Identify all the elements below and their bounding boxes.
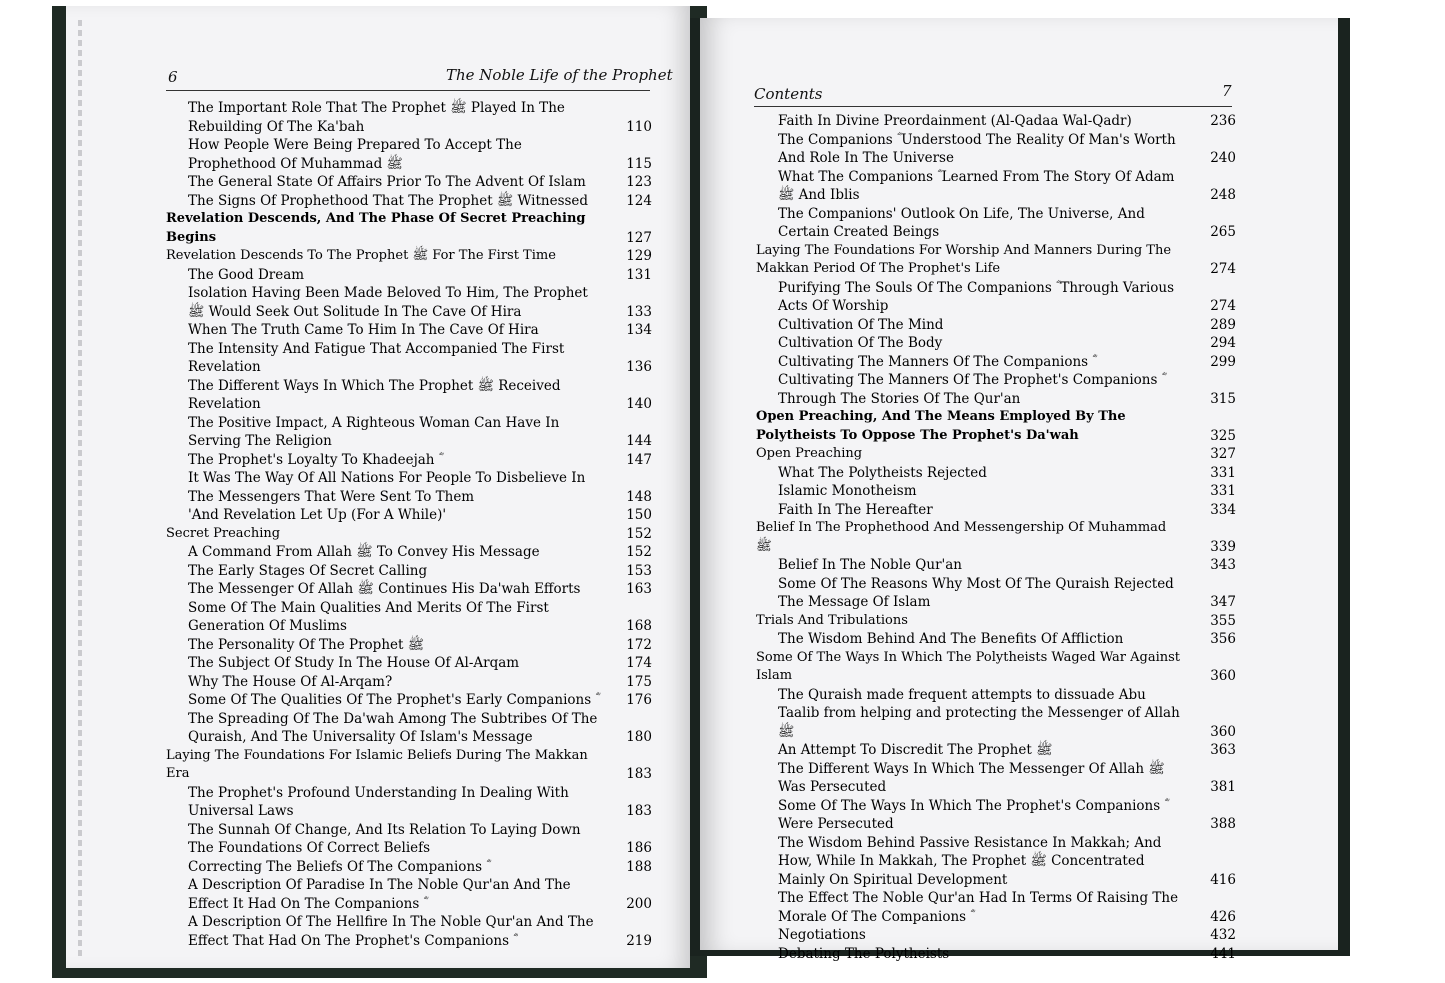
toc-entry-title: Debating The Polytheists (778, 945, 950, 962)
toc-entry-page: 134 (626, 322, 652, 338)
toc-entry-title: The Signs Of Prophethood That The Prophet ﷺ Witnessed (188, 192, 589, 209)
toc-entry-title: Correcting The Beliefs Of The Companions ؓ (188, 858, 487, 875)
toc-entry-page: 441 (1210, 945, 1236, 962)
toc-entry-page: 331 (1210, 483, 1236, 499)
toc-entry (778, 316, 1236, 335)
toc-entry (778, 371, 1236, 408)
toc-entry-page: 172 (626, 636, 652, 653)
toc-entry (188, 340, 652, 377)
toc-entry-page: 360 (1210, 668, 1236, 684)
toc-entry-title: A Description Of Paradise In The Noble Qur'an And The Effect It Had On The Companions ؓ (188, 877, 571, 912)
toc-entry (756, 519, 1236, 556)
toc-entry (778, 501, 1236, 520)
toc-entry (778, 686, 1236, 742)
toc-entry-page: 110 (626, 118, 652, 135)
left-page-number: 6 (168, 68, 178, 86)
toc-entry-page: 115 (626, 155, 652, 172)
toc-entry-page: 265 (1210, 224, 1236, 240)
toc-entry-title: What The Companions ؓ Learned From The Story Of Adam ﷺ And Iblis (778, 168, 1175, 203)
toc-entry-title: Laying The Foundations For Worship And Manners During The Makkan Period Of The Prophet's Life (756, 242, 1172, 276)
toc-entry-title: The Companions ؓ Understood The Reality Of Man's Worth And Role In The Universe (778, 131, 1176, 166)
toc-entry-page: 294 (1210, 335, 1236, 351)
toc-entry-title: Open Preaching (756, 446, 863, 461)
toc-entry (188, 506, 652, 525)
toc-entry-title: Trials And Tribulations (756, 612, 908, 628)
toc-entry-title: A Command From Allah ﷺ To Convey His Message (188, 544, 540, 560)
toc-entry-page: 186 (626, 840, 652, 856)
toc-entry-title: Cultivating The Manners Of The Prophet's Companions ؓ Through The Stories Of The Qur'an (778, 372, 1162, 407)
toc-entry-title: An Attempt To Discredit The Prophet ﷺ (778, 742, 1053, 758)
toc-entry-page: 150 (626, 507, 652, 523)
toc-entry-page: 274 (1210, 298, 1236, 314)
toc-entry (188, 414, 652, 451)
toc-entry-page: 416 (1210, 871, 1236, 888)
right-toc-list (756, 112, 1236, 963)
toc-entry-page: 355 (1210, 612, 1236, 629)
toc-entry-title: Purifying The Souls Of The Companions ؓ Through Various Acts Of Worship (778, 279, 1175, 314)
left-toc-list (166, 99, 652, 950)
toc-entry-page: 152 (626, 544, 652, 560)
toc-entry (188, 192, 652, 211)
toc-entry (778, 482, 1236, 501)
toc-entry (188, 636, 652, 655)
toc-entry-title: The Different Ways In Which The Messenger Of Allah ﷺ Was Persecuted (778, 760, 1165, 795)
toc-entry-title: Belief In The Noble Qur'an (778, 557, 962, 573)
left-header-rule (166, 90, 650, 91)
toc-entry-page: 188 (626, 858, 652, 875)
toc-entry (188, 876, 652, 913)
toc-entry-title: It Was The Way Of All Nations For People To Disbelieve In The Messengers That Were Sent To Them (188, 470, 586, 505)
toc-entry-page: 163 (626, 581, 652, 597)
toc-entry-page: 123 (626, 174, 652, 190)
toc-entry-title: The Wisdom Behind Passive Resistance In Makkah; And How, While In Makkah, The Prophet ﷺ Concentrated Mainly On Spiritual Development (778, 834, 1162, 888)
toc-entry-page: 180 (626, 729, 652, 745)
toc-entry-title: How People Were Being Prepared To Accept The Prophethood Of Muhammad ﷺ (188, 137, 522, 172)
toc-entry-page: 248 (1210, 187, 1236, 203)
toc-entry (188, 654, 652, 673)
toc-entry (188, 710, 652, 747)
toc-entry (166, 747, 652, 784)
toc-entry-title: The Different Ways In Which The Prophet ﷺ Received Revelation (188, 377, 561, 412)
toc-entry-title: Cultivating The Manners Of The Companions ؓ (778, 353, 1093, 370)
toc-entry-title: Faith In Divine Preordainment (Al-Qadaa Wal-Qadr) (778, 113, 1132, 129)
toc-entry-title: Cultivation Of The Body (778, 335, 943, 351)
toc-entry-page: 131 (626, 266, 652, 283)
toc-entry-title: The Effect The Noble Qur'an Had In Terms Of Raising The Morale Of The Companions ؓ (778, 890, 1179, 925)
toc-entry (188, 99, 652, 136)
toc-entry-title: Isolation Having Been Made Beloved To Him, The Prophet ﷺ Would Seek Out Solitude In The Cave Of Hira (188, 285, 588, 320)
toc-entry (778, 334, 1236, 353)
toc-entry (188, 673, 652, 692)
toc-entry (778, 945, 1236, 964)
toc-entry-page: 360 (1210, 723, 1236, 740)
right-page-number: 7 (1222, 82, 1232, 100)
toc-entry (778, 464, 1236, 483)
toc-entry-title: Some Of The Reasons Why Most Of The Quraish Rejected The Message Of Islam (778, 575, 1174, 610)
toc-entry-title: The Sunnah Of Change, And Its Relation To Laying Down The Foundations Of Correct Beliefs (188, 821, 581, 856)
toc-entry (778, 353, 1236, 372)
toc-entry-title: When The Truth Came To Him In The Cave Of Hira (188, 322, 539, 338)
toc-entry (188, 451, 652, 470)
left-running-title: The Noble Life of the Prophet (446, 66, 673, 84)
toc-entry (188, 266, 652, 285)
toc-entry-page: 168 (626, 618, 652, 634)
toc-entry-page: 315 (1210, 390, 1236, 407)
toc-entry-title: The General State Of Affairs Prior To The Advent Of Islam (188, 174, 586, 190)
toc-entry (166, 247, 652, 266)
toc-entry (778, 575, 1236, 612)
toc-entry-page: 183 (626, 803, 652, 819)
toc-entry (778, 797, 1236, 834)
toc-entry (188, 136, 652, 173)
toc-entry-title: The Intensity And Fatigue That Accompanied The First Revelation (188, 340, 565, 375)
toc-entry-title: The Spreading Of The Da'wah Among The Subtribes Of The Quraish, And The Universality Of Islam's Message (188, 710, 598, 745)
toc-entry-page: 148 (626, 488, 652, 505)
toc-entry-title: The Quraish made frequent attempts to dissuade Abu Taalib from helping and protecting the Messenger of Allah ﷺ (778, 686, 1180, 740)
toc-entry (756, 242, 1236, 279)
toc-entry (188, 469, 652, 506)
toc-entry (756, 445, 1236, 464)
toc-entry-page: 343 (1210, 557, 1236, 573)
toc-entry-page: 289 (1210, 316, 1236, 333)
toc-entry-title: Revelation Descends To The Prophet ﷺ For The First Time (166, 248, 556, 263)
toc-entry (778, 760, 1236, 797)
toc-entry-page: 331 (1210, 464, 1236, 481)
toc-entry-title: Secret Preaching (166, 525, 281, 541)
toc-entry (188, 691, 652, 710)
right-header-rule (754, 106, 1232, 107)
toc-entry-title: Negotiations (778, 927, 866, 943)
binding-stitch (78, 20, 82, 960)
toc-entry (778, 556, 1236, 575)
toc-entry-page: 136 (626, 359, 652, 375)
toc-entry (188, 173, 652, 192)
toc-entry (778, 279, 1236, 316)
toc-entry-title: Faith In The Hereafter (778, 501, 933, 518)
toc-entry (756, 408, 1236, 445)
toc-entry-page: 147 (626, 451, 652, 468)
toc-entry-title: Cultivation Of The Mind (778, 316, 944, 333)
toc-entry-title: Revelation Descends, And The Phase Of Secret Preaching Begins (166, 211, 586, 245)
toc-entry-title: Some Of The Main Qualities And Merits Of The First Generation Of Muslims (188, 599, 549, 634)
toc-entry (778, 630, 1236, 649)
right-running-title: Contents (754, 85, 823, 103)
toc-entry (188, 543, 652, 562)
toc-entry (188, 321, 652, 340)
toc-entry (778, 205, 1236, 242)
toc-entry-page: 129 (626, 248, 652, 264)
toc-entry-title: The Prophet's Loyalty To Khadeejah ؓ (188, 451, 439, 468)
toc-entry (778, 168, 1236, 205)
toc-entry-title: Open Preaching, And The Means Employed By The Polytheists To Oppose The Prophet's Da'wah (756, 409, 1126, 443)
toc-entry-title: Some Of The Ways In Which The Prophet's Companions ؓ Were Persecuted (778, 797, 1165, 832)
toc-entry-page: 426 (1210, 908, 1236, 925)
toc-entry (778, 131, 1236, 168)
toc-entry (778, 889, 1236, 926)
toc-entry-page: 240 (1210, 150, 1236, 166)
toc-entry-page: 339 (1210, 538, 1236, 555)
toc-entry-page: 274 (1210, 261, 1236, 277)
toc-entry-page: 432 (1210, 927, 1236, 943)
toc-entry-title: 'And Revelation Let Up (For A While)' (188, 507, 447, 523)
toc-entry-title: The Companions' Outlook On Life, The Universe, And Certain Created Beings (778, 205, 1145, 240)
toc-entry-page: 219 (626, 932, 652, 949)
toc-entry-title: The Positive Impact, A Righteous Woman Can Have In Serving The Religion (188, 414, 560, 449)
toc-entry-title: The Wisdom Behind And The Benefits Of Affliction (778, 631, 1124, 647)
toc-entry-page: 176 (626, 692, 652, 708)
toc-entry-title: Why The House Of Al-Arqam? (188, 673, 393, 690)
toc-entry-page: 144 (626, 433, 652, 449)
toc-entry-title: The Personality Of The Prophet ﷺ (188, 636, 425, 653)
toc-entry-title: The Early Stages Of Secret Calling (188, 562, 428, 579)
toc-entry-page: 153 (626, 562, 652, 579)
toc-entry-page: 347 (1210, 594, 1236, 610)
toc-entry-page: 127 (626, 229, 652, 246)
toc-entry-title: Some Of The Qualities Of The Prophet's Early Companions ؓ (188, 692, 596, 708)
toc-entry-page: 152 (626, 525, 652, 542)
toc-entry-page: 133 (626, 303, 652, 320)
toc-entry-page: 388 (1210, 816, 1236, 832)
toc-entry (778, 112, 1236, 131)
toc-entry-title: The Prophet's Profound Understanding In Dealing With Universal Laws (188, 784, 569, 819)
toc-entry (188, 599, 652, 636)
toc-entry-page: 174 (626, 655, 652, 671)
toc-entry (188, 913, 652, 950)
toc-entry-page: 236 (1210, 113, 1236, 129)
toc-entry-title: Laying The Foundations For Islamic Beliefs During The Makkan Era (166, 747, 588, 781)
toc-entry-page: 356 (1210, 631, 1236, 647)
toc-entry-title: The Good Dream (188, 266, 305, 283)
toc-entry-title: Islamic Monotheism (778, 483, 917, 499)
toc-entry (188, 284, 652, 321)
toc-entry-title: The Messenger Of Allah ﷺ Continues His Da'wah Efforts (188, 581, 581, 597)
toc-entry (188, 377, 652, 414)
toc-entry-title: The Important Role That The Prophet ﷺ Played In The Rebuilding Of The Ka'bah (188, 100, 565, 135)
toc-entry-page: 124 (626, 192, 652, 209)
toc-entry-page: 200 (626, 895, 652, 912)
toc-entry-title: Belief In The Prophethood And Messengership Of Muhammad ﷺ (756, 520, 1167, 554)
toc-entry (778, 926, 1236, 945)
toc-entry (778, 741, 1236, 760)
toc-entry-page: 140 (626, 396, 652, 412)
toc-entry (188, 562, 652, 581)
toc-entry-page: 334 (1210, 501, 1236, 518)
toc-entry-page: 299 (1210, 353, 1236, 370)
toc-entry-title: The Subject Of Study In The House Of Al-Arqam (188, 655, 520, 671)
toc-entry (778, 834, 1236, 890)
toc-entry-title: A Description Of The Hellfire In The Noble Qur'an And The Effect That Had On The Prophet's Companions ؓ (188, 914, 594, 949)
toc-entry (166, 525, 652, 544)
toc-entry-page: 183 (626, 766, 652, 782)
toc-entry (188, 821, 652, 858)
toc-entry-page: 175 (626, 673, 652, 690)
toc-entry-page: 381 (1210, 779, 1236, 795)
toc-entry-title: Some Of The Ways In Which The Polytheists Waged War Against Islam (756, 649, 1181, 683)
toc-entry (188, 784, 652, 821)
toc-entry (166, 210, 652, 247)
toc-entry-page: 363 (1210, 742, 1236, 758)
toc-entry (188, 580, 652, 599)
toc-entry-page: 325 (1210, 427, 1236, 444)
toc-entry (756, 612, 1236, 631)
toc-entry-title: What The Polytheists Rejected (778, 464, 987, 481)
toc-entry-page: 327 (1210, 446, 1236, 462)
toc-entry (188, 858, 652, 877)
toc-entry (756, 649, 1236, 686)
